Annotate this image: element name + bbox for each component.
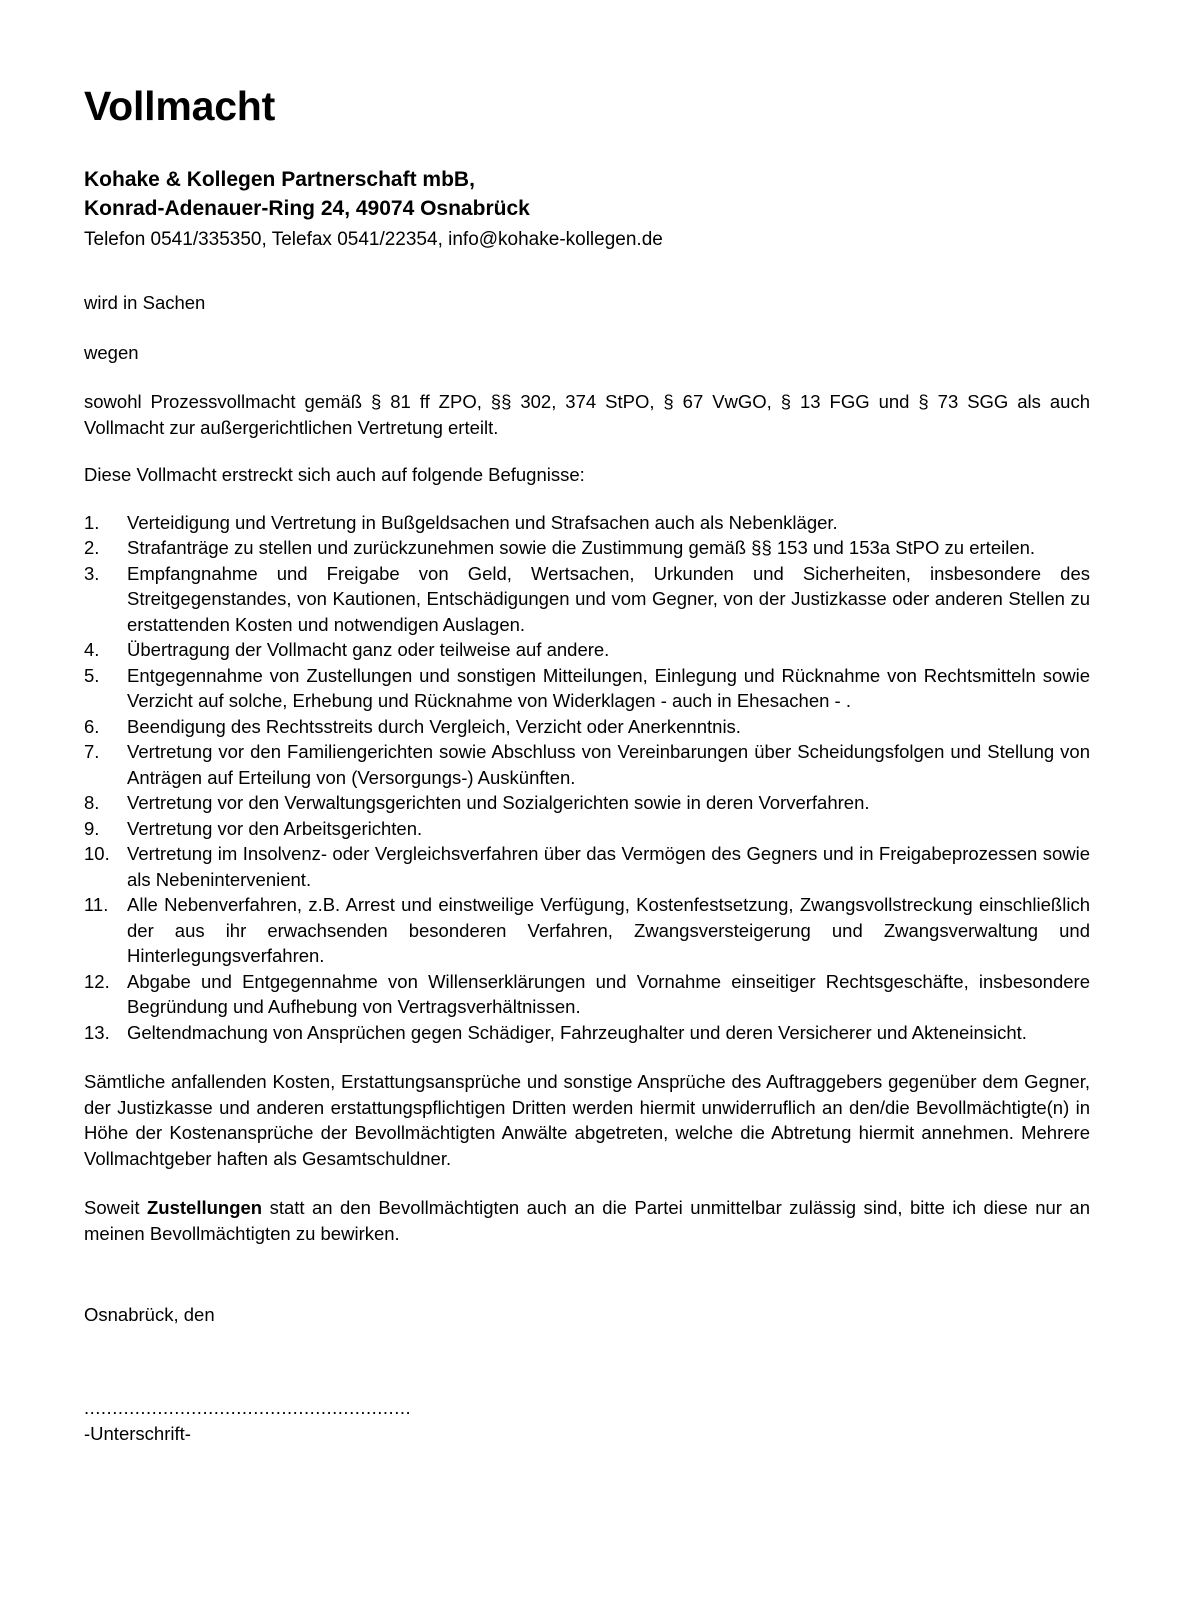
list-item [84, 841, 1090, 892]
list-item-number: 9. [84, 817, 100, 839]
firm-address: Konrad-Adenauer-Ring 24, 49074 Osnabrück [84, 197, 530, 220]
service-of-documents-paragraph [84, 1195, 1090, 1246]
list-item [84, 637, 1090, 663]
place-and-date-line: Osnabrück, den [84, 1304, 215, 1325]
list-item-text: Vertretung vor den Arbeitsgerichten. [127, 817, 423, 839]
list-item-number: 3. [84, 562, 100, 584]
list-item-number: 5. [84, 664, 100, 686]
firm-name: Kohake & Kollegen Partnerschaft mbB, [84, 168, 475, 191]
list-item-text: Geltendmachung von Ansprüchen gegen Schädiger, Fahrzeughalter und deren Versicherer und Akteneinsicht. [127, 1021, 1027, 1043]
signature-area [84, 1398, 1090, 1447]
list-item-number: 4. [84, 639, 100, 660]
document-content [84, 0, 1090, 1446]
list-item [84, 892, 1090, 969]
list-item-number: 2. [84, 537, 100, 558]
service-rest-text: statt an den Bevollmächtigten auch an die Partei unmittelbar zulässig sind, bitte ich diese nur an meinen Bevollmächtigten zu bewirken. [84, 1197, 1090, 1244]
list-item-text: Abgabe und Entgegennahme von Willenserklärungen und Vornahme einseitiger Rechtsgeschäfte, insbesondere Begründung und Aufhebung von Vertragsverhältnissen. [127, 970, 1090, 1017]
list-item-number: 12. [84, 970, 110, 992]
list-item-text: Vertretung vor den Familiengerichten sowie Abschluss von Vereinbarungen über Scheidungsfolgen und Stellung von Anträgen auf Erteilung von (Versorgungs-) Auskünften. [127, 741, 1090, 788]
powers-intro: Diese Vollmacht erstreckt sich auch auf folgende Befugnisse: [84, 464, 585, 485]
authority-scope-paragraph: sowohl Prozessvollmacht gemäß § 81 ff ZPO, §§ 302, 374 StPO, § 67 VwGO, § 13 FGG und § 73 SGG als auch Vollmacht zur außergerichtlichen Vertretung erteilt. [84, 391, 1090, 438]
list-item-text: Alle Nebenverfahren, z.B. Arrest und einstweilige Verfügung, Kostenfestsetzung, Zwangsvollstreckung einschließlich der aus ihr erwachsenden besonderen Verfahren, Zwangsversteigerung und Zwangsverwaltung und Hinterlegungsverfahren. [127, 894, 1090, 966]
list-item-number: 8. [84, 792, 100, 813]
list-item [84, 790, 1090, 816]
list-item [84, 663, 1090, 714]
list-item-text: Vertretung im Insolvenz- oder Vergleichsverfahren über das Vermögen des Gegners und in Freigabeprozessen sowie als Nebenintervenient. [127, 843, 1090, 890]
list-item-text: Entgegennahme von Zustellungen und sonstigen Mitteilungen, Einlegung und Rücknahme von Rechtsmitteln sowie Verzicht auf solche, Erhebung und Rücknahme von Widerklagen - auch in Ehesachen - . [127, 664, 1090, 711]
matter-in-sachen-label: wird in Sachen [84, 292, 206, 313]
list-item-number: 10. [84, 843, 110, 864]
list-item-text: Übertragung der Vollmacht ganz oder teilweise auf andere. [127, 639, 610, 660]
powers-list [84, 510, 1090, 1046]
signature-label: -Unterschrift- [84, 1422, 191, 1444]
list-item-text: Beendigung des Rechtsstreits durch Vergleich, Verzicht oder Anerkenntnis. [127, 715, 741, 737]
list-item [84, 1020, 1090, 1046]
page-title: Vollmacht [84, 83, 276, 129]
list-item-text: Vertretung vor den Verwaltungsgerichten und Sozialgerichten sowie in deren Vorverfahren. [127, 792, 870, 813]
list-item [84, 816, 1090, 842]
list-item-text: Empfangnahme und Freigabe von Geld, Wertsachen, Urkunden und Sicherheiten, insbesondere des Streitgegenstandes, von Kautionen, Entschädigungen und vom Gegner, von der Justizkasse oder anderen Stellen zu erstattenden Kosten und notwendigen Auslagen. [127, 562, 1090, 635]
signature-rule: .......................................................... [84, 1397, 412, 1418]
list-item [84, 739, 1090, 790]
list-item-number: 6. [84, 715, 100, 737]
list-item-number: 13. [84, 1021, 110, 1043]
matter-wegen-label: wegen [84, 341, 139, 363]
cost-assignment-paragraph: Sämtliche anfallenden Kosten, Erstattungsansprüche und sonstige Ansprüche des Auftraggebers gegenüber dem Gegner, der Justizkasse und anderen erstattungspflichtigen Dritten werden hiermit unwiderruflich an den/die Bevollmächtigte(n) in Höhe der Kostenansprüche der Bevollmächtigten Anwälte abgetreten, welche die Abtretung hiermit annehmen. Mehrere Vollmachtgeber haften als Gesamtschuldner. [84, 1071, 1090, 1169]
law-firm-block [84, 165, 1090, 254]
list-item [84, 510, 1090, 536]
list-item-text: Strafanträge zu stellen und zurückzunehmen sowie die Zustimmung gemäß §§ 153 und 153a StPO zu erteilen. [127, 537, 1036, 558]
list-item [84, 714, 1090, 740]
list-item-text: Verteidigung und Vertretung in Bußgeldsachen und Strafsachen auch als Nebenkläger. [127, 511, 838, 533]
list-item-number: 7. [84, 741, 100, 762]
service-emphasis-term: Zustellungen [146, 1197, 263, 1218]
list-item [84, 969, 1090, 1020]
list-item-number: 1. [84, 511, 100, 533]
list-item [84, 535, 1090, 561]
list-item [84, 561, 1090, 638]
list-item-number: 11. [84, 894, 109, 915]
firm-contact: Telefon 0541/335350, Telefax 0541/22354, info@kohake-kollegen.de [84, 229, 663, 250]
service-lead-text: Soweit [84, 1197, 147, 1218]
